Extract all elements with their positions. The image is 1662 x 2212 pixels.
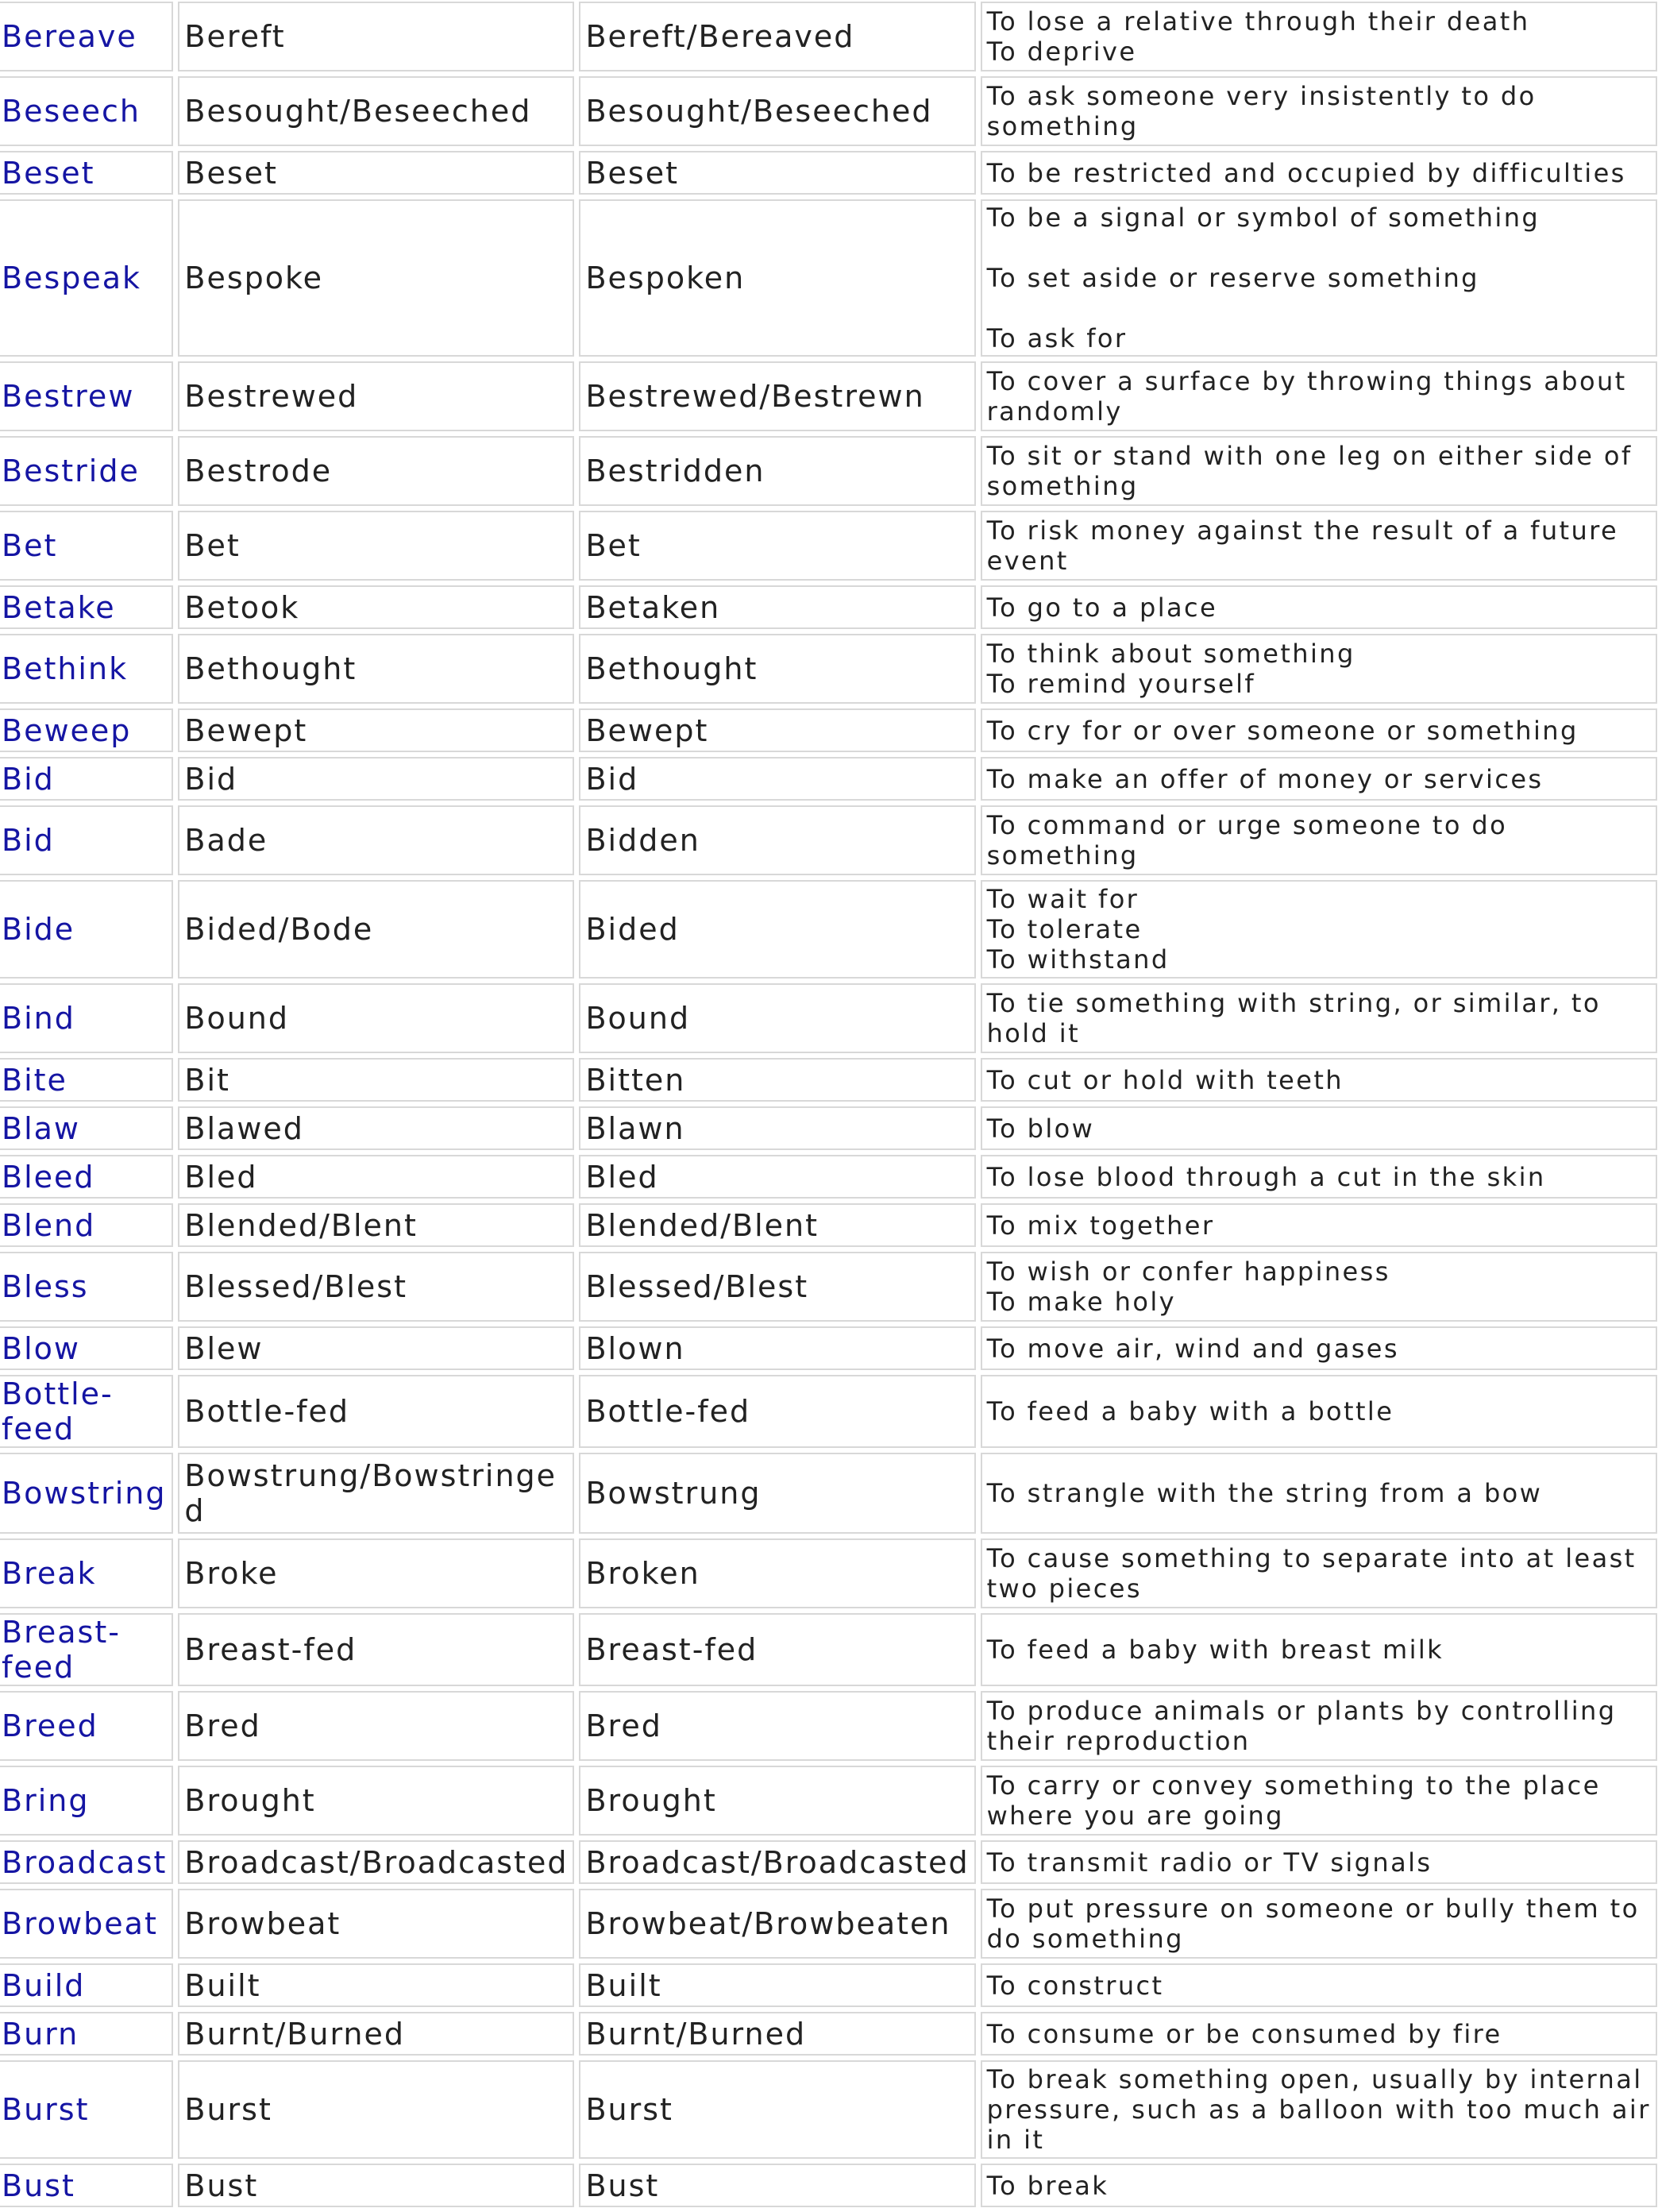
- table-row: [0, 2012, 1657, 2056]
- meaning-line: do something: [986, 1924, 1184, 1954]
- meaning-line: To feed a baby with breast milk: [986, 1635, 1444, 1665]
- past-participle-cell: Brought: [579, 1766, 975, 1836]
- verb-link[interactable]: Bethink: [2, 651, 129, 686]
- table-row: [0, 151, 1657, 195]
- past-participle-cell: Bidden: [579, 805, 975, 875]
- meaning-cell: [981, 1538, 1657, 1608]
- verb-cell: [0, 805, 173, 875]
- meaning-cell: [981, 1155, 1657, 1199]
- verb-cell: [0, 708, 173, 752]
- table-row: [0, 2, 1657, 71]
- past-tense-cell: Bottle-fed: [178, 1375, 574, 1448]
- past-participle-cell: Betaken: [579, 585, 975, 629]
- meaning-cell: [981, 1058, 1657, 1102]
- verb-cell: [0, 199, 173, 357]
- meaning-cell: [981, 1963, 1657, 2007]
- past-participle-cell: Bewept: [579, 708, 975, 752]
- past-participle-cell: Beset: [579, 151, 975, 195]
- verb-cell: [0, 757, 173, 801]
- meaning-line: pressure, such as a balloon with too much air: [986, 2094, 1651, 2125]
- verb-link[interactable]: Bite: [2, 1062, 67, 1098]
- meaning-cell: [981, 983, 1657, 1053]
- past-participle-cell: Bred: [579, 1691, 975, 1761]
- verb-link[interactable]: Betake: [2, 589, 116, 625]
- table-row: [0, 1326, 1657, 1370]
- table-row: [0, 805, 1657, 875]
- past-tense-cell: Bided/Bode: [178, 880, 574, 979]
- meaning-line: something: [986, 840, 1139, 871]
- meaning-cell: [981, 1203, 1657, 1247]
- verb-link[interactable]: Burst: [2, 2092, 90, 2127]
- meaning-line: where you are going: [986, 1801, 1284, 1831]
- meaning-line: something: [986, 111, 1139, 141]
- meaning-line: To blow: [986, 1113, 1095, 1144]
- meaning-line: their reproduction: [986, 1726, 1251, 1756]
- table-row: [0, 436, 1657, 506]
- past-participle-cell: Bust: [579, 2164, 975, 2207]
- meaning-cell: [981, 511, 1657, 581]
- past-tense-cell: Bespoke: [178, 199, 574, 357]
- verb-cell: [0, 436, 173, 506]
- meaning-line: To set aside or reserve something: [986, 263, 1479, 293]
- verb-cell: [0, 983, 173, 1053]
- meaning-line: To deprive: [986, 37, 1137, 67]
- meaning-cell: [981, 585, 1657, 629]
- table-row: [0, 1691, 1657, 1761]
- verb-link[interactable]: Bestride: [2, 454, 140, 488]
- verb-link[interactable]: Bowstring: [2, 1476, 167, 1511]
- past-tense-cell: Bound: [178, 983, 574, 1053]
- past-tense-cell: Bet: [178, 511, 574, 581]
- past-participle-cell: Bound: [579, 983, 975, 1053]
- verb-cell: [0, 2164, 173, 2207]
- table-row: [0, 1963, 1657, 2007]
- table-row: [0, 585, 1657, 629]
- past-tense-cell: Blessed/Blest: [178, 1252, 574, 1322]
- table-row: [0, 1203, 1657, 1247]
- past-tense-cell: Bethought: [178, 634, 574, 704]
- meaning-line: To consume or be consumed by fire: [986, 2018, 1502, 2049]
- past-participle-cell: Burnt/Burned: [579, 2012, 975, 2056]
- past-tense-cell: Bred: [178, 1691, 574, 1761]
- verb-cell: [0, 76, 173, 146]
- verb-cell: [0, 880, 173, 979]
- meaning-line: To cover a surface by throwing things about: [986, 366, 1627, 396]
- past-tense-cell: Burnt/Burned: [178, 2012, 574, 2056]
- verb-link[interactable]: Break: [2, 1556, 97, 1591]
- past-participle-cell: Bowstrung: [579, 1453, 975, 1534]
- meaning-line: To put pressure on someone or bully them to: [986, 1894, 1640, 1924]
- verb-link[interactable]: Beset: [2, 155, 95, 191]
- meaning-cell: [981, 1691, 1657, 1761]
- meaning-cell: [981, 1326, 1657, 1370]
- meaning-line: To ask for: [986, 323, 1128, 353]
- past-participle-cell: Bethought: [579, 634, 975, 704]
- verb-cell: [0, 361, 173, 431]
- past-participle-cell: Blended/Blent: [579, 1203, 975, 1247]
- past-tense-cell: Burst: [178, 2060, 574, 2159]
- past-tense-cell: Brought: [178, 1766, 574, 1836]
- meaning-line: To tie something with string, or similar, to: [986, 988, 1601, 1018]
- past-tense-cell: Beset: [178, 151, 574, 195]
- meaning-line: To transmit radio or TV signals: [986, 1847, 1433, 1878]
- meaning-line: event: [986, 546, 1069, 576]
- verb-link[interactable]: Bring: [2, 1783, 90, 1818]
- verb-link[interactable]: Blow: [2, 1330, 80, 1366]
- verb-link[interactable]: Bespeak: [2, 261, 142, 295]
- verb-link[interactable]: Breast-feed: [2, 1615, 121, 1685]
- meaning-cell: [981, 1613, 1657, 1686]
- meaning-line: To be a signal or symbol of something: [986, 203, 1541, 233]
- past-tense-cell: Blended/Blent: [178, 1203, 574, 1247]
- table-row: [0, 880, 1657, 979]
- past-participle-cell: Built: [579, 1963, 975, 2007]
- meaning-cell: [981, 708, 1657, 752]
- meaning-line: To risk money against the result of a future: [986, 515, 1619, 546]
- meaning-cell: [981, 76, 1657, 146]
- past-participle-cell: Bided: [579, 880, 975, 979]
- verb-cell: [0, 1613, 173, 1686]
- meaning-line: To cry for or over someone or something: [986, 715, 1579, 746]
- past-participle-cell: Bereft/Bereaved: [579, 2, 975, 71]
- verb-cell: [0, 1203, 173, 1247]
- meaning-line: To cause something to separate into at least: [986, 1543, 1637, 1573]
- verb-link[interactable]: Bide: [2, 912, 75, 947]
- past-participle-cell: Bottle-fed: [579, 1375, 975, 1448]
- meaning-cell: [981, 436, 1657, 506]
- meaning-cell: [981, 634, 1657, 704]
- table-row: [0, 1453, 1657, 1534]
- verb-link[interactable]: Blend: [2, 1207, 96, 1243]
- table-row: [0, 983, 1657, 1053]
- verb-link[interactable]: Browbeat: [2, 1906, 158, 1941]
- meaning-line: To produce animals or plants by controlling: [986, 1696, 1617, 1726]
- meaning-line: To command or urge someone to do: [986, 810, 1508, 840]
- verb-cell: [0, 1538, 173, 1608]
- verb-link[interactable]: Bid: [2, 761, 55, 797]
- verb-cell: [0, 1058, 173, 1102]
- meaning-line: To mix together: [986, 1210, 1215, 1241]
- verb-link[interactable]: Beseech: [2, 94, 141, 129]
- past-tense-cell: Built: [178, 1963, 574, 2007]
- verb-link[interactable]: Bet: [2, 528, 58, 563]
- meaning-line: To wait for: [986, 884, 1139, 914]
- meaning-cell: [981, 2164, 1657, 2207]
- meaning-line: To tolerate: [986, 914, 1143, 944]
- verb-table-body: [0, 2, 1657, 2207]
- verb-link[interactable]: Bust: [2, 2168, 75, 2203]
- meaning-cell: [981, 1766, 1657, 1836]
- verb-cell: [0, 511, 173, 581]
- meaning-line: To wish or confer happiness: [986, 1257, 1390, 1287]
- verb-link[interactable]: Breed: [2, 1708, 98, 1743]
- meaning-cell: [981, 361, 1657, 431]
- past-tense-cell: Bade: [178, 805, 574, 875]
- past-participle-cell: Bid: [579, 757, 975, 801]
- meaning-line: To carry or convey something to the place: [986, 1770, 1601, 1801]
- meaning-line: To think about something: [986, 639, 1355, 669]
- meaning-line: To break: [986, 2170, 1109, 2201]
- meaning-line: two pieces: [986, 1573, 1142, 1604]
- meaning-line: To sit or stand with one leg on either side of: [986, 441, 1633, 471]
- verb-cell: [0, 1106, 173, 1150]
- meaning-cell: [981, 880, 1657, 979]
- past-tense-cell: Broadcast/Broadcasted: [178, 1840, 574, 1884]
- meaning-cell: [981, 1375, 1657, 1448]
- past-tense-cell: Bestrewed: [178, 361, 574, 431]
- meaning-cell: [981, 1252, 1657, 1322]
- past-tense-cell: Bereft: [178, 2, 574, 71]
- meaning-line: To remind yourself: [986, 669, 1256, 699]
- meaning-line: To go to a place: [986, 592, 1218, 623]
- past-tense-cell: Browbeat: [178, 1889, 574, 1959]
- past-participle-cell: Broken: [579, 1538, 975, 1608]
- table-row: [0, 2164, 1657, 2207]
- verb-cell: [0, 1326, 173, 1370]
- table-row: [0, 2060, 1657, 2159]
- past-tense-cell: Bled: [178, 1155, 574, 1199]
- verb-cell: [0, 1691, 173, 1761]
- table-row: [0, 76, 1657, 146]
- verb-cell: [0, 585, 173, 629]
- past-tense-cell: Bust: [178, 2164, 574, 2207]
- meaning-line: To ask someone very insistently to do: [986, 81, 1537, 111]
- past-participle-cell: Broadcast/Broadcasted: [579, 1840, 975, 1884]
- past-participle-cell: Bet: [579, 511, 975, 581]
- verb-cell: [0, 2060, 173, 2159]
- meaning-line: something: [986, 471, 1139, 501]
- table-row: [0, 1058, 1657, 1102]
- table-row: [0, 634, 1657, 704]
- meaning-cell: [981, 151, 1657, 195]
- meaning-line: in it: [986, 2125, 1045, 2155]
- verb-link[interactable]: Bottle-feed: [2, 1376, 114, 1446]
- past-tense-cell: Breast-fed: [178, 1613, 574, 1686]
- meaning-line: To be restricted and occupied by difficulties: [986, 157, 1626, 188]
- meaning-line: To feed a baby with a bottle: [986, 1396, 1394, 1426]
- table-row: [0, 1766, 1657, 1836]
- table-row: [0, 1375, 1657, 1448]
- verb-cell: [0, 1840, 173, 1884]
- table-row: [0, 361, 1657, 431]
- past-tense-cell: Bowstrung/Bowstringe d: [178, 1453, 574, 1534]
- past-tense-cell: Blew: [178, 1326, 574, 1370]
- verb-link[interactable]: Bid: [2, 823, 55, 858]
- table-row: [0, 1840, 1657, 1884]
- meaning-line: To move air, wind and gases: [986, 1333, 1399, 1364]
- past-tense-cell: Bit: [178, 1058, 574, 1102]
- past-tense-cell: Besought/Beseeched: [178, 76, 574, 146]
- past-participle-cell: Bespoken: [579, 199, 975, 357]
- past-participle-cell: Blawn: [579, 1106, 975, 1150]
- table-row: [0, 1155, 1657, 1199]
- past-tense-cell: Bestrode: [178, 436, 574, 506]
- verb-link[interactable]: Bereave: [2, 19, 137, 54]
- meaning-cell: [981, 805, 1657, 875]
- verb-link[interactable]: Build: [2, 1967, 86, 2003]
- verb-cell: [0, 2, 173, 71]
- meaning-line: To make holy: [986, 1287, 1176, 1317]
- past-tense-cell: Blawed: [178, 1106, 574, 1150]
- meaning-line: To strangle with the string from a bow: [986, 1478, 1543, 1508]
- verb-cell: [0, 634, 173, 704]
- verb-link[interactable]: Blaw: [2, 1110, 80, 1146]
- verb-link[interactable]: Broadcast: [2, 1844, 168, 1880]
- meaning-cell: [981, 1889, 1657, 1959]
- past-participle-cell: Blown: [579, 1326, 975, 1370]
- table-row: [0, 1106, 1657, 1150]
- past-participle-cell: Bestridden: [579, 436, 975, 506]
- past-participle-cell: Bled: [579, 1155, 975, 1199]
- verb-link[interactable]: Beweep: [2, 712, 132, 748]
- meaning-cell: [981, 2012, 1657, 2056]
- table-row: [0, 1538, 1657, 1608]
- past-participle-cell: Browbeat/Browbeaten: [579, 1889, 975, 1959]
- meaning-cell: [981, 2, 1657, 71]
- meaning-line: To construct: [986, 1970, 1164, 2001]
- past-participle-cell: Besought/Beseeched: [579, 76, 975, 146]
- table-row: [0, 1613, 1657, 1686]
- past-participle-cell: Blessed/Blest: [579, 1252, 975, 1322]
- verb-cell: [0, 1375, 173, 1448]
- verb-cell: [0, 1889, 173, 1959]
- meaning-line: To lose blood through a cut in the skin: [986, 1161, 1546, 1192]
- verb-link[interactable]: Bind: [2, 1001, 75, 1036]
- meaning-cell: [981, 199, 1657, 357]
- meaning-line: To break something open, usually by internal: [986, 2064, 1643, 2094]
- table-row: [0, 708, 1657, 752]
- meaning-line: To lose a relative through their death: [986, 6, 1530, 37]
- verb-cell: [0, 2012, 173, 2056]
- verb-link[interactable]: Burn: [2, 2016, 79, 2052]
- past-participle-cell: Bitten: [579, 1058, 975, 1102]
- past-tense-cell: Betook: [178, 585, 574, 629]
- table-row: [0, 511, 1657, 581]
- meaning-line: To cut or hold with teeth: [986, 1064, 1344, 1095]
- verb-cell: [0, 1155, 173, 1199]
- verb-cell: [0, 1766, 173, 1836]
- table-row: [0, 199, 1657, 357]
- meaning-cell: [981, 1453, 1657, 1534]
- table-row: [0, 757, 1657, 801]
- table-row: [0, 1889, 1657, 1959]
- past-participle-cell: Bestrewed/Bestrewn: [579, 361, 975, 431]
- meaning-cell: [981, 2060, 1657, 2159]
- meaning-line: To withstand: [986, 944, 1170, 975]
- verb-cell: [0, 1252, 173, 1322]
- meaning-cell: [981, 757, 1657, 801]
- meaning-cell: [981, 1106, 1657, 1150]
- past-tense-cell: Bid: [178, 757, 574, 801]
- table-row: [0, 1252, 1657, 1322]
- past-participle-cell: Breast-fed: [579, 1613, 975, 1686]
- verb-link[interactable]: Bleed: [2, 1159, 95, 1195]
- past-tense-cell: Broke: [178, 1538, 574, 1608]
- meaning-line: hold it: [986, 1018, 1081, 1048]
- meaning-line: randomly: [986, 396, 1123, 427]
- meaning-cell: [981, 1840, 1657, 1884]
- verb-cell: [0, 1963, 173, 2007]
- verb-link[interactable]: Bestrew: [2, 379, 135, 414]
- verb-cell: [0, 151, 173, 195]
- verb-link[interactable]: Bless: [2, 1269, 89, 1304]
- past-participle-cell: Burst: [579, 2060, 975, 2159]
- past-tense-cell: Bewept: [178, 708, 574, 752]
- meaning-line: To make an offer of money or services: [986, 763, 1544, 794]
- verb-cell: [0, 1453, 173, 1534]
